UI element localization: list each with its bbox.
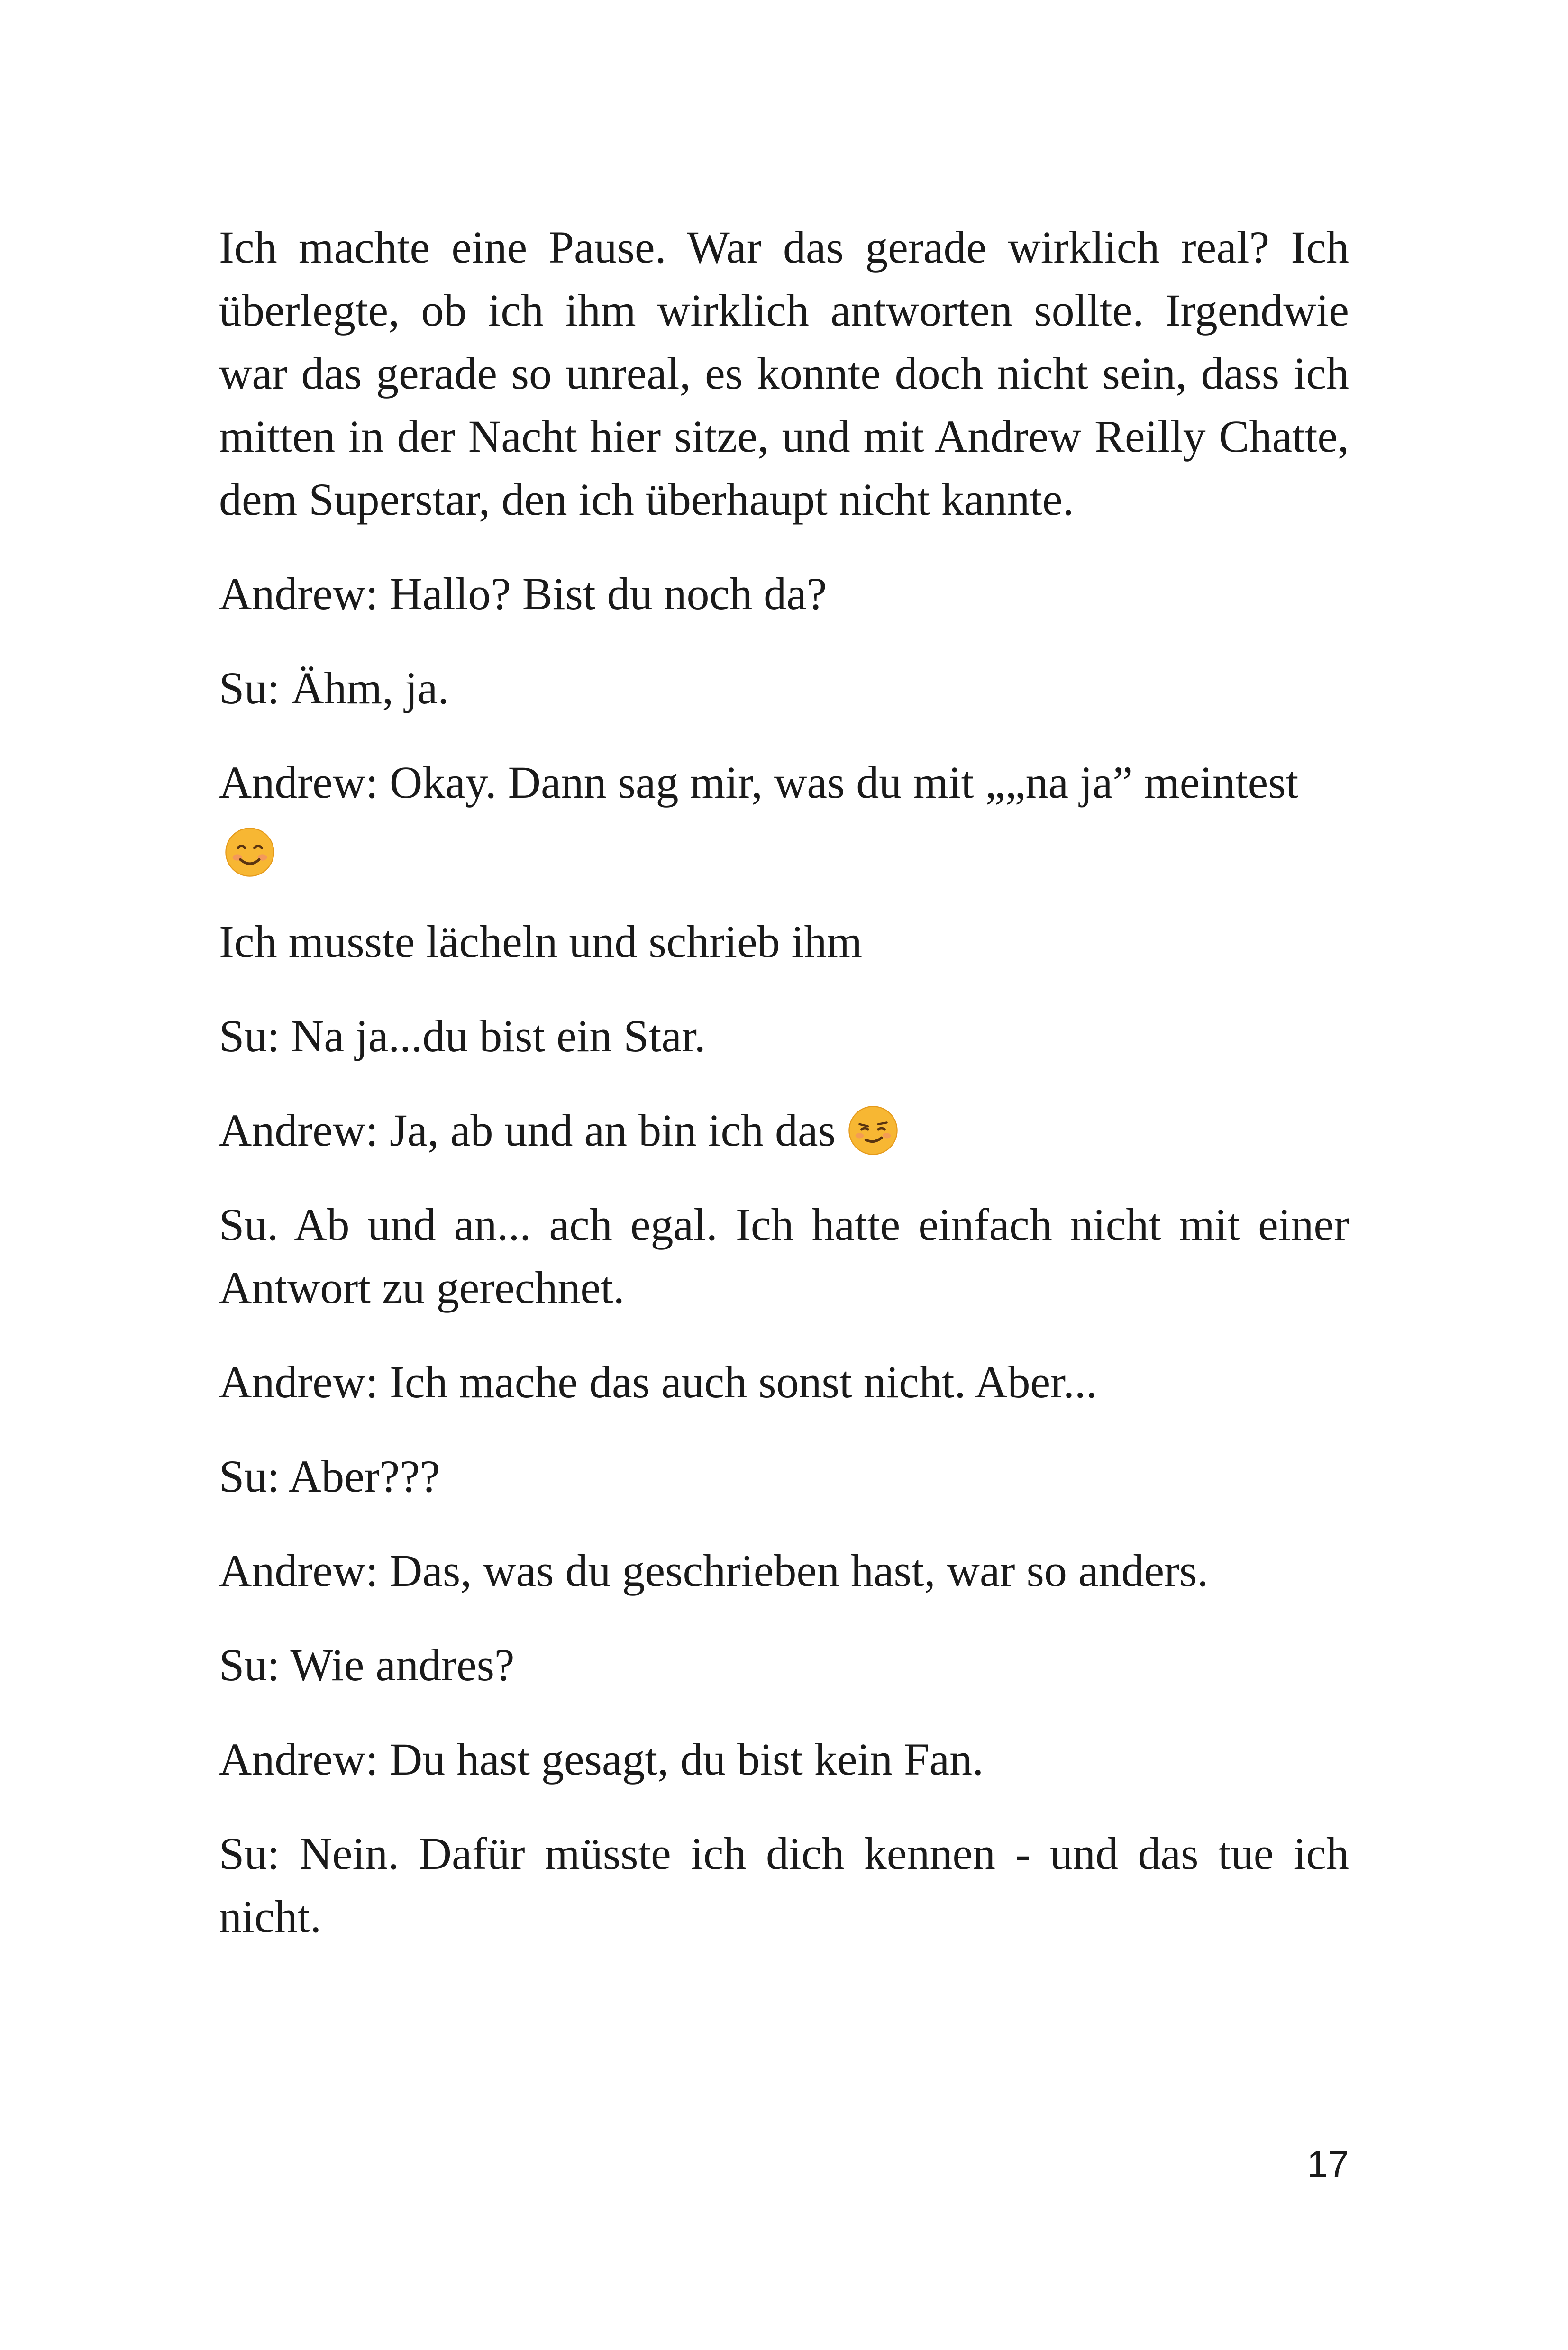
smirking-face-icon: [847, 1104, 899, 1157]
narration-line: Ich musste lächeln und schrieb ihm: [219, 916, 862, 967]
smiling-face-icon: [224, 826, 276, 878]
dialogue-line: Andrew: Ich mache das auch sonst nicht. Aber...: [219, 1357, 1097, 1407]
dialogue-line: Su: Na ja...du bist ein Star.: [219, 1011, 706, 1061]
dialogue-line: Andrew: Du hast gesagt, du bist kein Fan.: [219, 1734, 984, 1785]
dialogue-line: Su: Nein. Dafür müsste ich dich kennen - und das tue ich nicht.: [219, 1828, 1349, 1942]
dialogue-line: Su: Aber???: [219, 1451, 440, 1502]
dialogue-line: Su: Wie andres?: [219, 1640, 515, 1690]
narration-paragraph: Ich machte eine Pause. War das gerade wirklich real? Ich überlegte, ob ich ihm wirklich antworten sollte. Irgendwie war das gerade so unreal, es konnte doch nicht sein, dass ich mitten in der Nacht hier sitze, und mit Andrew Reilly Chatte, dem Superstar, den ich überhaupt nicht kannte.: [219, 222, 1349, 525]
dialogue-line: Andrew: Hallo? Bist du noch da?: [219, 568, 827, 619]
dialogue-line: Andrew: Das, was du geschrieben hast, war so anders.: [219, 1545, 1209, 1596]
dialogue-line-with-emoji: [219, 751, 1349, 879]
narration-paragraph: Su. Ab und an... ach egal. Ich hatte einfach nicht mit einer Antwort zu gerechnet.: [219, 1199, 1349, 1313]
dialogue-line: Su: Ähm, ja.: [219, 663, 449, 713]
dialogue-line-with-emoji: [219, 1099, 1349, 1162]
dialogue-text: Andrew: Ja, ab und an bin ich das: [219, 1105, 836, 1156]
page-number: 17: [1307, 2143, 1349, 2185]
dialogue-text: Andrew: Okay. Dann sag mir, was du mit „„na ja” meintest: [219, 757, 1299, 808]
emoji-row: [219, 816, 1349, 879]
text-block: [219, 216, 1349, 1979]
